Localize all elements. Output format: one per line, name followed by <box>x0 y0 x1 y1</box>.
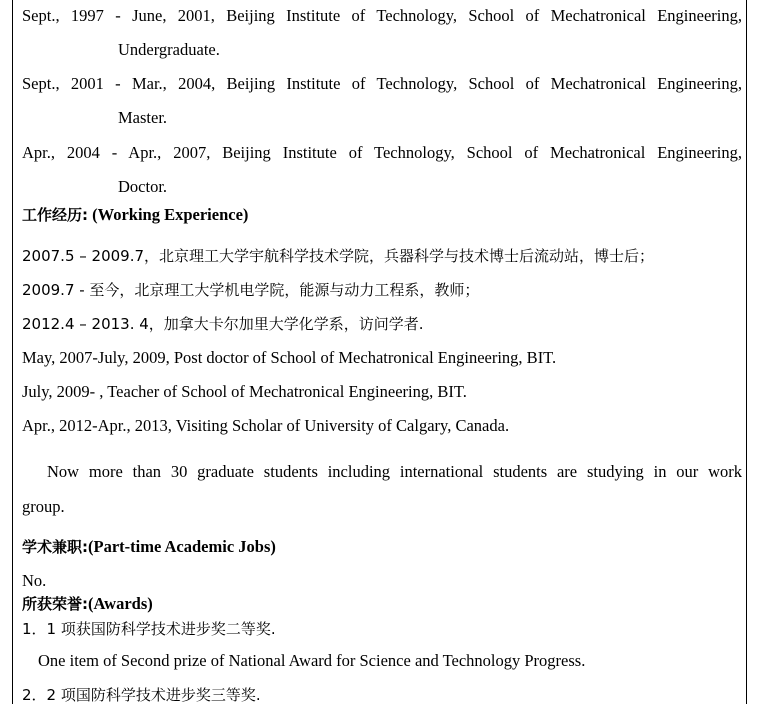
work-item-cn-3: 2012.4 – 2013. 4，加拿大卡尔加里大学化学系，访问学者. <box>22 315 424 333</box>
parttime-heading-cn: 学术兼职: <box>22 538 88 556</box>
education-line-1: Sept., 1997 - June, 2001, Beijing Institute of Technology, School of Mechatronical Engineering, <box>22 6 742 25</box>
education-degree-3: Doctor. <box>118 177 168 196</box>
parttime-heading-en: (Part-time Academic Jobs) <box>88 537 276 556</box>
work-note-line-1: Now more than 30 graduate students including international students are studying in our work <box>47 462 742 481</box>
education-line-3: Apr., 2004 - Apr., 2007, Beijing Institute of Technology, School of Mechatronical Engineering, <box>22 143 742 162</box>
work-heading-cn: 工作经历: <box>22 206 88 224</box>
work-item-cn-1: 2007.5 – 2009.7，北京理工大学宇航科学技术学院，兵器科学与技术博士后流动站，博士后； <box>22 247 655 265</box>
education-line-2: Sept., 2001 - Mar., 2004, Beijing Institute of Technology, School of Mechatronical Engineering, <box>22 74 742 93</box>
awards-heading-en: (Awards) <box>88 594 153 613</box>
education-degree-1: Undergraduate. <box>118 40 220 59</box>
award-item-cn-1: 1．1 项获国防科学技术进步奖二等奖. <box>22 620 276 638</box>
work-item-en-3: Apr., 2012-Apr., 2013, Visiting Scholar of University of Calgary, Canada. <box>22 416 510 435</box>
parttime-heading <box>22 537 742 557</box>
work-item-en-2: July, 2009- , Teacher of School of Mechatronical Engineering, BIT. <box>22 382 467 401</box>
parttime-value: No. <box>22 571 47 590</box>
award-item-en-1: One item of Second prize of National Award for Science and Technology Progress. <box>38 651 586 670</box>
work-heading-en: (Working Experience) <box>92 205 249 224</box>
awards-heading-cn: 所获荣誉: <box>22 595 88 613</box>
award-item-cn-2: 2．2 项国防科学技术进步奖三等奖. <box>22 686 261 704</box>
awards-heading <box>22 594 742 614</box>
work-item-cn-2: 2009.7 - 至今，北京理工大学机电学院，能源与动力工程系，教师； <box>22 281 480 299</box>
work-item-en-1: May, 2007-July, 2009, Post doctor of School of Mechatronical Engineering, BIT. <box>22 348 557 367</box>
education-degree-2: Master. <box>118 108 168 127</box>
work-note-line-2: group. <box>22 497 65 516</box>
work-heading <box>22 205 742 225</box>
